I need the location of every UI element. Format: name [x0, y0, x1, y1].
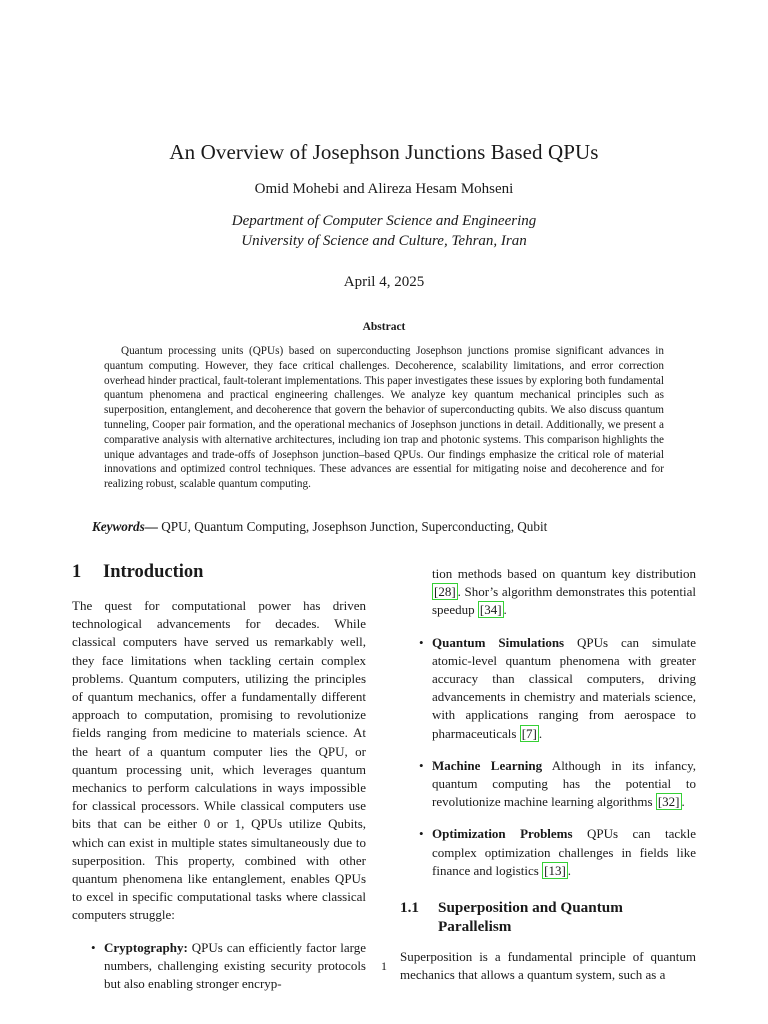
- list-item-quantum-simulations: [400, 634, 696, 743]
- bullet-icon: •: [419, 634, 424, 650]
- citation-link[interactable]: [32]: [657, 794, 680, 810]
- bullet-icon: •: [419, 826, 424, 842]
- page-number: 1: [381, 959, 387, 973]
- cryptography-continuation: [432, 565, 696, 620]
- citation-link[interactable]: [7]: [521, 725, 537, 741]
- bullet-text: QPUs can tackle complex optimization challenges in fields like finance and logistics: [432, 826, 697, 878]
- application-list-right: [400, 634, 696, 880]
- bullet-end: .: [567, 862, 572, 878]
- continuation-text: tion methods based on quantum key distribution: [432, 566, 696, 581]
- section-title: Introduction: [103, 562, 204, 582]
- bullet-icon: •: [419, 757, 424, 773]
- subsection-heading-superposition: [400, 898, 696, 936]
- superposition-paragraph: Superposition is a fundamental principle of quantum mechanics that allows a quantum system, such as a: [400, 949, 696, 983]
- list-item-machine-learning: [400, 757, 696, 812]
- bullet-text: QPUs can efficiently factor large numbers, challenging existing security protocols but also enabling stronger encryp-: [104, 939, 366, 992]
- paper-authors: Omid Mohebi and Alireza Hesam Mohseni: [254, 181, 514, 197]
- bullet-term: Machine Learning: [432, 757, 543, 773]
- subsection-number: 1.1: [400, 899, 419, 917]
- left-column: [72, 562, 366, 993]
- bullet-text: Although in its infancy, quantum computing has the potential to revolutionize machine learning algorithms: [432, 757, 696, 810]
- bullet-term: Optimization Problems: [432, 826, 573, 842]
- subsection-title: Superposition and Quantum Parallelism: [438, 899, 623, 936]
- continuation-text: .: [503, 602, 507, 618]
- bullet-term: Cryptography:: [104, 939, 188, 955]
- bullet-term: Quantum Simulations: [432, 634, 565, 650]
- citation-link[interactable]: [13]: [544, 862, 566, 878]
- affiliation-university: University of Science and Culture, Tehran, Iran: [241, 233, 527, 249]
- paper-title: An Overview of Josephson Junctions Based QPUs: [169, 140, 599, 164]
- abstract-heading: Abstract: [362, 321, 406, 333]
- introduction-paragraph: The quest for computational power has driven technological advancements for decades. While classical computers have served us remarkably well, they face limitations when tackling certain complex problems. Quantum computers, utilizing the principles of quantum mechanics, offer a fundamentally different approach to computation, promising to revolutionize fields ranging from medicine to materials science. At the heart of a quantum computer lies the QPU, or quantum processing unit, which leverages quantum mechanics to perform calculations in ways impossible for classical processors. While classical computers use bits that can be either 0 or 1, QPUs utilize Qubits, which can exist in multiple states simultaneously due to superposition. This property, combined with other quantum phenomena like entanglement, enables QPUs to excel in specific computational tasks where classical computers struggle:: [72, 598, 366, 923]
- section-number: 1: [72, 562, 82, 582]
- keywords: [92, 519, 692, 535]
- abstract-text: Quantum processing units (QPUs) based on superconducting Josephson junctions promise significant advances in quantum computing. However, they face critical challenges. Decoherence, scalability limitations, and error correction overhead hinder practical, fault-tolerant implementations. This paper investigates these issues by exploring both fundamental quantum phenomena and practical engineering challenges. We analyze key quantum mechanical principles such as superposition, entanglement, and decoherence that govern the behavior of superconducting qubits. We also discuss quantum tunneling, Cooper pair formation, and the operational mechanics of Josephson junctions in detail. Additionally, we present a comparative analysis with alternative architectures, including ion trap and photonic systems. This comparison highlights the unique advantages and trade-offs of Josephson junction–based QPUs. Our findings emphasize the critical role of material innovations and optimized control techniques. These advances are essential for mitigating noise and decoherence and for realizing robust, scalable quantum computing.: [104, 345, 664, 491]
- keywords-label: Keywords—: [92, 519, 158, 534]
- citation-link[interactable]: [28]: [434, 584, 456, 600]
- citation-link[interactable]: [34]: [479, 602, 502, 618]
- keywords-list: QPU, Quantum Computing, Josephson Junction, Superconducting, Qubit: [157, 519, 548, 534]
- list-item-optimization-problems: [400, 825, 696, 880]
- continuation-text: . Shor’s algorithm demonstrates this potential speedup: [432, 584, 696, 618]
- bullet-icon: •: [91, 939, 96, 955]
- bullet-text: QPUs can simulate atomic-level quantum phenomena with greater accuracy than classical computers, driving advancements in chemistry and materials science, with applications ranging from aerospace to pharmaceuticals: [432, 634, 697, 741]
- section-heading-introduction: [72, 562, 366, 583]
- affiliation-department: Department of Computer Science and Engineering: [231, 213, 537, 229]
- bullet-end: .: [538, 725, 543, 741]
- right-column: [400, 565, 696, 984]
- paper-date: April 4, 2025: [343, 274, 425, 290]
- bullet-end: .: [681, 794, 685, 810]
